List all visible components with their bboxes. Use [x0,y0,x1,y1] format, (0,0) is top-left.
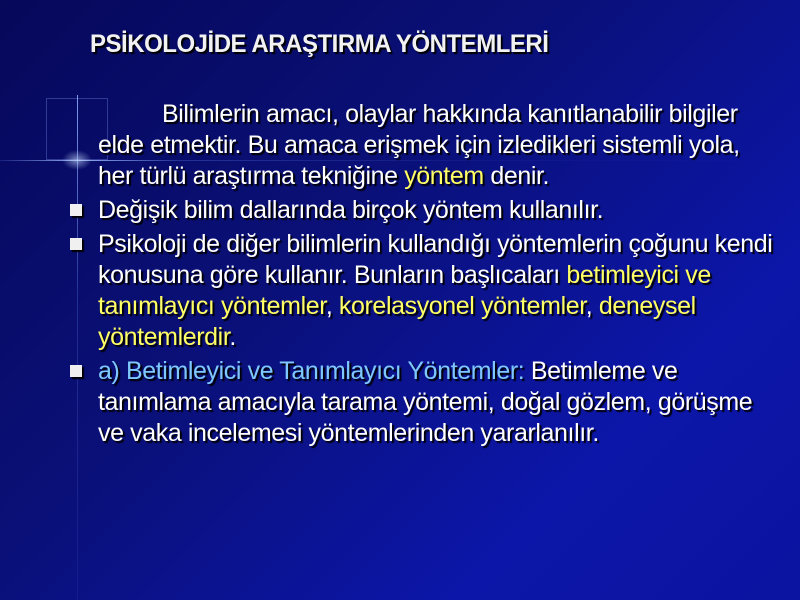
bullet-2-highlight-2: korelasyonel yöntemler [338,292,586,320]
bullet-item-2 [70,229,780,353]
bullet-item-3 [70,356,780,449]
bullet-1-text: Değişik bilim dallarında birçok yöntem kullanılır. [98,196,604,224]
bullet-item-1 [70,195,780,226]
bullet-2-sep-2: , [585,292,599,320]
bullet-3-text: Betimleme ve tanımlama amacıyla tarama yöntemi, doğal gözlem, görüşme ve vaka incelemesi yöntemlerinden yararlanılır. [98,357,753,447]
slide-content [70,99,780,452]
intro-highlight: yöntem [404,162,484,190]
bullet-3-heading: a) Betimleyici ve Tanımlayıcı Yöntemler: [98,357,525,385]
intro-text: Bilimlerin amacı, olaylar hakkında kanıtlanabilir bilgiler elde etmektir. Bu amaca erişmek için izledikleri sistemli yola, her türlü araştırma tekniğine [98,100,740,190]
bullet-2-text: Psikoloji de diğer bilimlerin kullandığı yöntemlerin çoğunu kendi konusuna göre kullanır. Bunların başlıcaları [98,230,773,289]
bullet-square-icon [70,356,98,387]
intro-paragraph [70,99,780,192]
intro-end: denir. [483,162,550,190]
bullet-2-highlight-3: deneysel yöntemlerdir [98,292,696,351]
bullet-2-end: . [229,323,236,351]
bullet-square-icon [70,229,98,260]
slide-title: PSİKOLOJİDE ARAŞTIRMA YÖNTEMLERİ [90,30,549,58]
bullet-2-highlight-1: betimleyici ve tanımlayıcı yöntemler [98,261,711,320]
bullet-square-icon [70,195,98,226]
bullet-2-sep-1: , [325,292,339,320]
